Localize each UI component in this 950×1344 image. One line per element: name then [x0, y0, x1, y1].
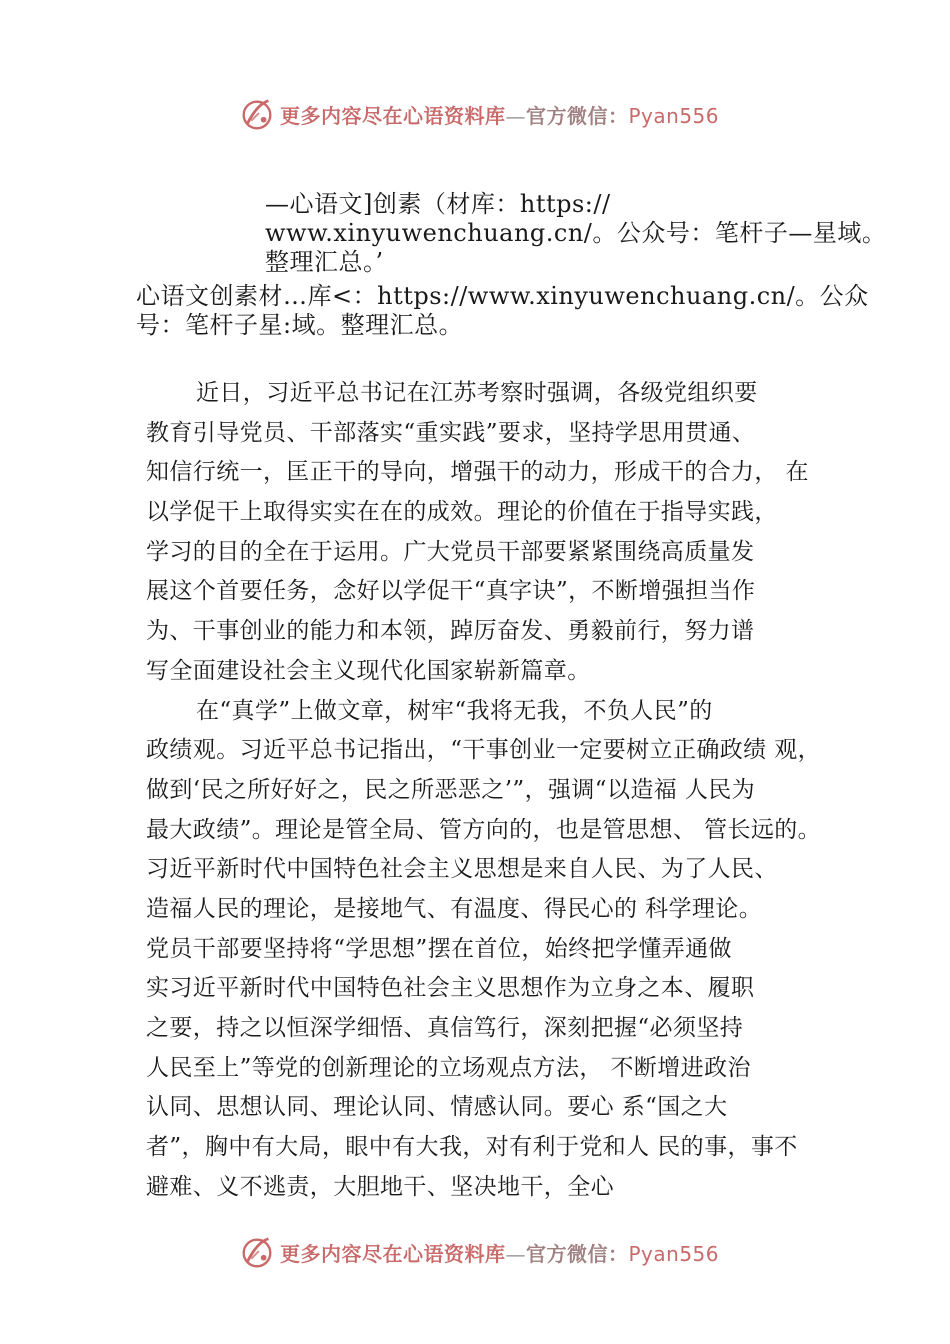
body-line: 实习近平新时代中国特色社会主义思想作为立身之本、履职 — [146, 975, 755, 1002]
body-line: 避难、义不逃责，大胆地干、坚决地干，全心 — [146, 1173, 614, 1200]
body-line: 习近平新时代中国特色社会主义思想是来自人民、为了人民、 — [146, 856, 778, 883]
banner-wechat-label: 官方微信： — [526, 103, 629, 128]
body-line: 人民至上”等党的创新理论的立场观点方法， 不断增进政治 — [146, 1054, 751, 1081]
header-banner — [238, 94, 719, 134]
banner-separator: — — [505, 103, 526, 128]
source-line: 整理汇总。’ — [265, 248, 384, 276]
body-line: 近日，习近平总书记在江苏考察时强调，各级党组织要 — [196, 380, 758, 406]
body-line: 教育引导党员、干部落实“重实践”要求，坚持学思用贯通、 — [146, 419, 756, 446]
body-line: 党员干部要坚持将“学思想”摆在首位，始终把学懂弄通做 — [146, 935, 732, 962]
body-line: 者”，胸中有大局，眼中有大我，对有利于党和人 民的事，事不 — [146, 1134, 798, 1161]
body-line: 之要，持之以恒深学细悟、真信笃行，深刻把握“必须坚持 — [146, 1015, 744, 1041]
body-line: 在“真学”上做文章，树牢“我将无我，不负人民”的 — [196, 697, 713, 724]
body-line: 知信行统一，匡正干的导向，增强干的动力，形成干的合力， 在 — [146, 459, 809, 486]
body-line: 造福人民的理论，是接地气、有温度、得民心的 科学理论。 — [146, 895, 763, 922]
footer-banner — [238, 1232, 719, 1272]
source-line: 心语文创素材…库<：https://www.xinyuwenchuang.cn/。公众 — [136, 282, 869, 310]
source-line: www.xinyuwenchuang.cn/。公众号：笔杆子—星域。 — [265, 219, 887, 247]
body-line: 政绩观。习近平总书记指出，“干事创业一定要树立正确政绩 观， — [146, 737, 822, 764]
logo-icon — [238, 1233, 276, 1271]
banner-main: 更多内容尽在心语资料库 — [280, 103, 506, 128]
banner-text — [280, 100, 719, 129]
body-line: 做到‘民之所好好之，民之所恶恶之’”，强调“以造福 人民为 — [146, 776, 756, 803]
banner-account: Pyan556 — [628, 103, 720, 128]
logo-icon — [238, 95, 276, 133]
body-line: 认同、思想认同、理论认同、情感认同。要心 系“国之大 — [146, 1094, 728, 1121]
banner-wechat-label: 官方微信： — [526, 1241, 629, 1266]
source-note-2 — [136, 282, 869, 340]
banner-account: Pyan556 — [628, 1241, 720, 1266]
body-line: 以学促干上取得实实在在的成效。理论的价值在于指导实践， — [146, 499, 778, 526]
banner-main: 更多内容尽在心语资料库 — [280, 1241, 506, 1266]
source-line: 号：笔杆子星:域。整理汇总。 — [136, 311, 464, 339]
body-line: 学习的目的全在于运用。广大党员干部要紧紧围绕高质量发 — [146, 538, 755, 565]
banner-separator: — — [505, 1241, 526, 1266]
body-line: 展这个首要任务，念好以学促干“真字诀”，不断增强担当作 — [146, 578, 756, 605]
body-line: 为、干事创业的能力和本领，踔厉奋发、勇毅前行，努力谱 — [146, 618, 755, 645]
article-body — [146, 374, 846, 1207]
banner-text — [280, 1238, 719, 1267]
source-line: —心语文]创素（材库：https:// — [265, 190, 611, 218]
source-note-1 — [265, 190, 887, 277]
body-line: 写全面建设社会主义现代化国家崭新篇章。 — [146, 657, 591, 684]
body-line: 最大政绩”。理论是管全局、管方向的，也是管思想、 管长远的。 — [146, 816, 822, 843]
